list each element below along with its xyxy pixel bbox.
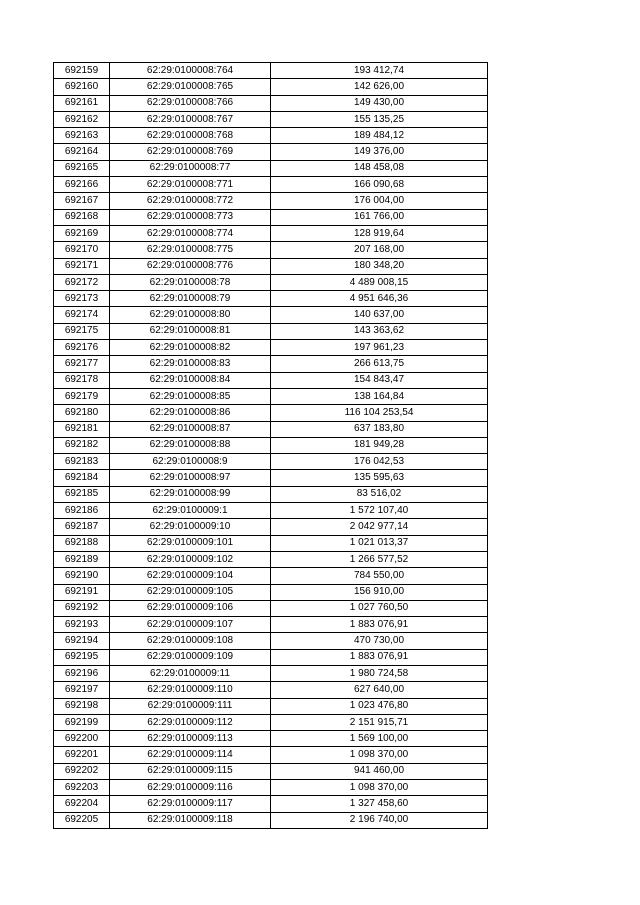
- row-number-cell: 692184: [54, 470, 110, 486]
- cadastral-value-cell: 189 484,12: [271, 128, 488, 144]
- table-row: [54, 356, 488, 372]
- row-number-cell: 692185: [54, 486, 110, 502]
- table-row: [54, 274, 488, 290]
- table-row: [54, 437, 488, 453]
- row-number-cell: 692163: [54, 128, 110, 144]
- row-number-cell: 692202: [54, 763, 110, 779]
- table-row: [54, 95, 488, 111]
- cadastral-number-cell: 62:29:0100009:118: [110, 812, 271, 828]
- table-row: [54, 649, 488, 665]
- cadastral-value-cell: 1 980 724,58: [271, 665, 488, 681]
- row-number-cell: 692176: [54, 340, 110, 356]
- cadastral-number-cell: 62:29:0100008:86: [110, 405, 271, 421]
- cadastral-value-cell: 1 327 458,60: [271, 796, 488, 812]
- cadastral-value-cell: 83 516,02: [271, 486, 488, 502]
- row-number-cell: 692164: [54, 144, 110, 160]
- cadastral-number-cell: 62:29:0100009:112: [110, 714, 271, 730]
- table-row: [54, 63, 488, 79]
- cadastral-number-cell: 62:29:0100009:104: [110, 568, 271, 584]
- table-row: [54, 551, 488, 567]
- cadastral-value-cell: 1 098 370,00: [271, 780, 488, 796]
- cadastral-number-cell: 62:29:0100008:9: [110, 454, 271, 470]
- row-number-cell: 692162: [54, 111, 110, 127]
- row-number-cell: 692203: [54, 780, 110, 796]
- table-row: [54, 258, 488, 274]
- cadastral-number-cell: 62:29:0100008:773: [110, 209, 271, 225]
- table-row: [54, 177, 488, 193]
- cadastral-value-cell: 2 151 915,71: [271, 714, 488, 730]
- cadastral-value-cell: 4 951 646,36: [271, 291, 488, 307]
- cadastral-number-cell: 62:29:0100009:108: [110, 633, 271, 649]
- cadastral-number-cell: 62:29:0100008:78: [110, 274, 271, 290]
- cadastral-number-cell: 62:29:0100008:768: [110, 128, 271, 144]
- cadastral-value-cell: 135 595,63: [271, 470, 488, 486]
- row-number-cell: 692159: [54, 63, 110, 79]
- table-row: [54, 486, 488, 502]
- cadastral-number-cell: 62:29:0100008:88: [110, 437, 271, 453]
- row-number-cell: 692179: [54, 388, 110, 404]
- table-row: [54, 665, 488, 681]
- row-number-cell: 692174: [54, 307, 110, 323]
- cadastral-value-cell: 149 430,00: [271, 95, 488, 111]
- cadastral-number-cell: 62:29:0100008:766: [110, 95, 271, 111]
- cadastral-number-cell: 62:29:0100009:101: [110, 535, 271, 551]
- table-row: [54, 193, 488, 209]
- cadastral-value-cell: 161 766,00: [271, 209, 488, 225]
- row-number-cell: 692188: [54, 535, 110, 551]
- cadastral-number-cell: 62:29:0100008:83: [110, 356, 271, 372]
- cadastral-number-cell: 62:29:0100009:105: [110, 584, 271, 600]
- table-row: [54, 519, 488, 535]
- cadastral-number-cell: 62:29:0100008:772: [110, 193, 271, 209]
- table-row: [54, 454, 488, 470]
- row-number-cell: 692166: [54, 177, 110, 193]
- cadastral-number-cell: 62:29:0100009:113: [110, 731, 271, 747]
- cadastral-value-cell: 1 266 577,52: [271, 551, 488, 567]
- row-number-cell: 692197: [54, 682, 110, 698]
- table-row: [54, 388, 488, 404]
- row-number-cell: 692165: [54, 160, 110, 176]
- cadastral-number-cell: 62:29:0100008:79: [110, 291, 271, 307]
- row-number-cell: 692190: [54, 568, 110, 584]
- table-row: [54, 405, 488, 421]
- cadastral-number-cell: 62:29:0100008:80: [110, 307, 271, 323]
- cadastral-number-cell: 62:29:0100009:110: [110, 682, 271, 698]
- cadastral-value-cell: 116 104 253,54: [271, 405, 488, 421]
- cadastral-number-cell: 62:29:0100009:10: [110, 519, 271, 535]
- table-row: [54, 421, 488, 437]
- cadastral-number-cell: 62:29:0100008:97: [110, 470, 271, 486]
- table-row: [54, 568, 488, 584]
- table-row: [54, 633, 488, 649]
- cadastral-value-cell: 140 637,00: [271, 307, 488, 323]
- row-number-cell: 692177: [54, 356, 110, 372]
- table-row: [54, 323, 488, 339]
- row-number-cell: 692171: [54, 258, 110, 274]
- cadastral-number-cell: 62:29:0100008:764: [110, 63, 271, 79]
- row-number-cell: 692205: [54, 812, 110, 828]
- table-row: [54, 731, 488, 747]
- cadastral-number-cell: 62:29:0100009:114: [110, 747, 271, 763]
- row-number-cell: 692196: [54, 665, 110, 681]
- table-row: [54, 144, 488, 160]
- cadastral-value-cell: 176 004,00: [271, 193, 488, 209]
- table-body: [54, 63, 488, 829]
- table-row: [54, 225, 488, 241]
- cadastral-number-cell: 62:29:0100008:765: [110, 79, 271, 95]
- cadastral-number-cell: 62:29:0100009:115: [110, 763, 271, 779]
- row-number-cell: 692195: [54, 649, 110, 665]
- cadastral-value-cell: 180 348,20: [271, 258, 488, 274]
- row-number-cell: 692192: [54, 600, 110, 616]
- cadastral-value-cell: 470 730,00: [271, 633, 488, 649]
- row-number-cell: 692201: [54, 747, 110, 763]
- cadastral-number-cell: 62:29:0100008:776: [110, 258, 271, 274]
- cadastral-value-cell: 1 021 013,37: [271, 535, 488, 551]
- cadastral-value-cell: 197 961,23: [271, 340, 488, 356]
- row-number-cell: 692183: [54, 454, 110, 470]
- table-row: [54, 617, 488, 633]
- cadastral-value-cell: 193 412,74: [271, 63, 488, 79]
- cadastral-value-cell: 155 135,25: [271, 111, 488, 127]
- cadastral-value-table: [53, 62, 488, 829]
- cadastral-value-cell: 637 183,80: [271, 421, 488, 437]
- table-row: [54, 698, 488, 714]
- table-row: [54, 111, 488, 127]
- cadastral-value-cell: 1 098 370,00: [271, 747, 488, 763]
- table-row: [54, 682, 488, 698]
- row-number-cell: 692198: [54, 698, 110, 714]
- table-row: [54, 747, 488, 763]
- cadastral-number-cell: 62:29:0100008:87: [110, 421, 271, 437]
- cadastral-number-cell: 62:29:0100008:771: [110, 177, 271, 193]
- table-row: [54, 242, 488, 258]
- row-number-cell: 692175: [54, 323, 110, 339]
- table-row: [54, 535, 488, 551]
- cadastral-number-cell: 62:29:0100008:769: [110, 144, 271, 160]
- row-number-cell: 692204: [54, 796, 110, 812]
- cadastral-value-cell: 154 843,47: [271, 372, 488, 388]
- row-number-cell: 692178: [54, 372, 110, 388]
- table-row: [54, 796, 488, 812]
- table-row: [54, 780, 488, 796]
- cadastral-number-cell: 62:29:0100008:767: [110, 111, 271, 127]
- cadastral-number-cell: 62:29:0100009:102: [110, 551, 271, 567]
- row-number-cell: 692161: [54, 95, 110, 111]
- row-number-cell: 692191: [54, 584, 110, 600]
- cadastral-value-cell: 2 196 740,00: [271, 812, 488, 828]
- cadastral-number-cell: 62:29:0100008:775: [110, 242, 271, 258]
- table-row: [54, 307, 488, 323]
- cadastral-number-cell: 62:29:0100009:117: [110, 796, 271, 812]
- cadastral-value-cell: 1 883 076,91: [271, 649, 488, 665]
- cadastral-value-cell: 142 626,00: [271, 79, 488, 95]
- row-number-cell: 692168: [54, 209, 110, 225]
- table-row: [54, 291, 488, 307]
- row-number-cell: 692187: [54, 519, 110, 535]
- table-row: [54, 128, 488, 144]
- cadastral-value-cell: 266 613,75: [271, 356, 488, 372]
- table-row: [54, 79, 488, 95]
- cadastral-number-cell: 62:29:0100008:82: [110, 340, 271, 356]
- cadastral-value-cell: 207 168,00: [271, 242, 488, 258]
- cadastral-value-cell: 128 919,64: [271, 225, 488, 241]
- cadastral-value-cell: 149 376,00: [271, 144, 488, 160]
- cadastral-value-cell: 181 949,28: [271, 437, 488, 453]
- row-number-cell: 692181: [54, 421, 110, 437]
- cadastral-value-cell: 138 164,84: [271, 388, 488, 404]
- table-row: [54, 209, 488, 225]
- row-number-cell: 692172: [54, 274, 110, 290]
- row-number-cell: 692194: [54, 633, 110, 649]
- cadastral-value-cell: 1 883 076,91: [271, 617, 488, 633]
- row-number-cell: 692186: [54, 503, 110, 519]
- cadastral-number-cell: 62:29:0100009:111: [110, 698, 271, 714]
- cadastral-value-cell: 941 460,00: [271, 763, 488, 779]
- cadastral-value-cell: 4 489 008,15: [271, 274, 488, 290]
- cadastral-number-cell: 62:29:0100009:109: [110, 649, 271, 665]
- table-row: [54, 503, 488, 519]
- cadastral-value-cell: 1 027 760,50: [271, 600, 488, 616]
- row-number-cell: 692200: [54, 731, 110, 747]
- table-row: [54, 763, 488, 779]
- row-number-cell: 692199: [54, 714, 110, 730]
- cadastral-number-cell: 62:29:0100008:774: [110, 225, 271, 241]
- cadastral-number-cell: 62:29:0100008:84: [110, 372, 271, 388]
- row-number-cell: 692193: [54, 617, 110, 633]
- cadastral-value-cell: 148 458,08: [271, 160, 488, 176]
- row-number-cell: 692169: [54, 225, 110, 241]
- table-row: [54, 372, 488, 388]
- cadastral-number-cell: 62:29:0100009:1: [110, 503, 271, 519]
- cadastral-value-cell: 1 572 107,40: [271, 503, 488, 519]
- row-number-cell: 692170: [54, 242, 110, 258]
- table-row: [54, 714, 488, 730]
- row-number-cell: 692182: [54, 437, 110, 453]
- cadastral-value-cell: 784 550,00: [271, 568, 488, 584]
- table-row: [54, 470, 488, 486]
- cadastral-number-cell: 62:29:0100009:11: [110, 665, 271, 681]
- cadastral-value-cell: 2 042 977,14: [271, 519, 488, 535]
- cadastral-number-cell: 62:29:0100008:85: [110, 388, 271, 404]
- table-row: [54, 812, 488, 828]
- cadastral-number-cell: 62:29:0100009:116: [110, 780, 271, 796]
- cadastral-value-cell: 156 910,00: [271, 584, 488, 600]
- cadastral-value-cell: 166 090,68: [271, 177, 488, 193]
- cadastral-number-cell: 62:29:0100008:81: [110, 323, 271, 339]
- cadastral-number-cell: 62:29:0100009:107: [110, 617, 271, 633]
- cadastral-number-cell: 62:29:0100008:99: [110, 486, 271, 502]
- row-number-cell: 692160: [54, 79, 110, 95]
- table-row: [54, 160, 488, 176]
- table-row: [54, 584, 488, 600]
- cadastral-value-cell: 627 640,00: [271, 682, 488, 698]
- row-number-cell: 692173: [54, 291, 110, 307]
- row-number-cell: 692167: [54, 193, 110, 209]
- row-number-cell: 692189: [54, 551, 110, 567]
- cadastral-value-cell: 1 569 100,00: [271, 731, 488, 747]
- cadastral-value-cell: 176 042,53: [271, 454, 488, 470]
- cadastral-number-cell: 62:29:0100009:106: [110, 600, 271, 616]
- row-number-cell: 692180: [54, 405, 110, 421]
- table-row: [54, 600, 488, 616]
- table-row: [54, 340, 488, 356]
- cadastral-number-cell: 62:29:0100008:77: [110, 160, 271, 176]
- cadastral-value-cell: 143 363,62: [271, 323, 488, 339]
- cadastral-value-cell: 1 023 476,80: [271, 698, 488, 714]
